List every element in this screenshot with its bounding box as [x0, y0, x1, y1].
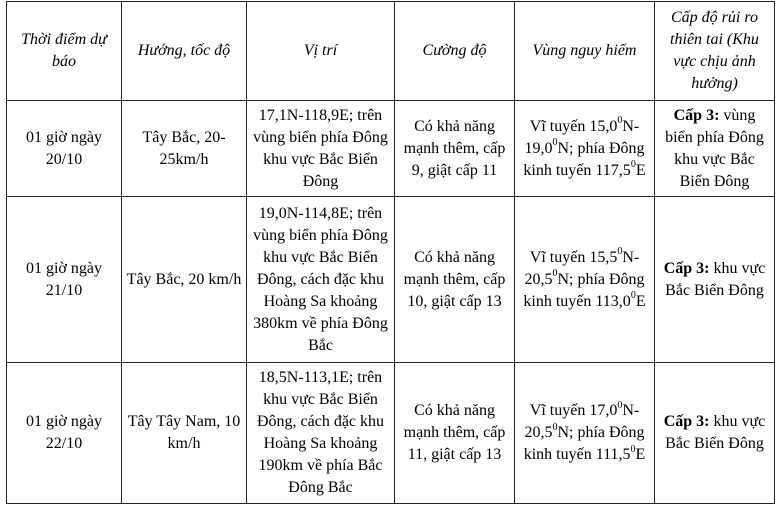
header-position: Vị trí — [247, 2, 395, 101]
risk-level-label: Cấp 3: — [663, 413, 710, 430]
cell-risk-level — [655, 197, 775, 363]
cell-time: 01 giờ ngày 22/10 — [7, 363, 122, 504]
cell-position: 19,0N-114,8E; trên vùng biển phía Đông khu vực Bắc Biển Đông, cách đặc khu Hoàng Sa khoảng 380km về phía Đông Bắc — [247, 197, 395, 363]
risk-level-label: Cấp 3: — [673, 106, 720, 124]
cell-risk-level — [655, 101, 775, 197]
table-row — [7, 197, 775, 363]
cell-direction: Tây Bắc, 20-25km/h — [122, 101, 247, 197]
cell-danger-zone: Vĩ tuyến 15,0$^0$N-19,0$^0$N; phía Đông kinh tuyến 117,5$^0$E — [515, 101, 655, 197]
cell-time: 01 giờ ngày 20/10 — [7, 101, 122, 197]
header-intensity: Cường độ — [395, 2, 515, 101]
risk-area-text: khu vực Bắc Biển Đông — [665, 259, 766, 299]
cell-direction: Tây Bắc, 20 km/h — [122, 197, 247, 363]
cell-danger-zone: Vĩ tuyến 17,0$^0$N-20,5$^0$N; phía Đông kinh tuyến 111,5$^0$E — [515, 363, 655, 504]
cell-intensity: Có khả năng mạnh thêm, cấp 11, giật cấp 13 — [395, 363, 515, 504]
cell-position: 18,5N-113,1E; trên khu vực Bắc Biển Đông, cách đặc khu Hoàng Sa khoảng 190km về phía Bắc Đông Bắc — [247, 363, 395, 504]
risk-area-text: vùng biển phía Đông khu vực Bắc Biển Đông — [665, 106, 764, 190]
forecast-table — [6, 1, 775, 504]
cell-intensity: Có khả năng mạnh thêm, cấp 10, giật cấp 13 — [395, 197, 515, 363]
cell-position: 17,1N-118,9E; trên vùng biển phía Đông khu vực Bắc Biển Đông — [247, 101, 395, 197]
table-row — [7, 363, 775, 504]
header-time: Thời điểm dự báo — [7, 2, 122, 101]
risk-level-label: Cấp 3: — [663, 259, 710, 277]
risk-area-text: khu vực Bắc Biển Đông — [665, 413, 766, 452]
cell-intensity: Có khả năng mạnh thêm, cấp 9, giật cấp 11 — [395, 101, 515, 197]
header-direction: Hướng, tốc độ — [122, 2, 247, 101]
cell-time: 01 giờ ngày 21/10 — [7, 197, 122, 363]
header-danger-zone: Vùng nguy hiểm — [515, 2, 655, 101]
header-risk-level: Cấp độ rủi ro thiên tai (Khu vực chịu ảnh hưởng) — [655, 2, 775, 101]
cell-danger-zone: Vĩ tuyến 15,5$^0$N-20,5$^0$N; phía Đông kinh tuyến 113,0$^0$E — [515, 197, 655, 363]
cell-direction: Tây Tây Nam, 10 km/h — [122, 363, 247, 504]
cell-risk-level — [655, 363, 775, 504]
table-row — [7, 101, 775, 197]
header-row — [7, 2, 775, 101]
